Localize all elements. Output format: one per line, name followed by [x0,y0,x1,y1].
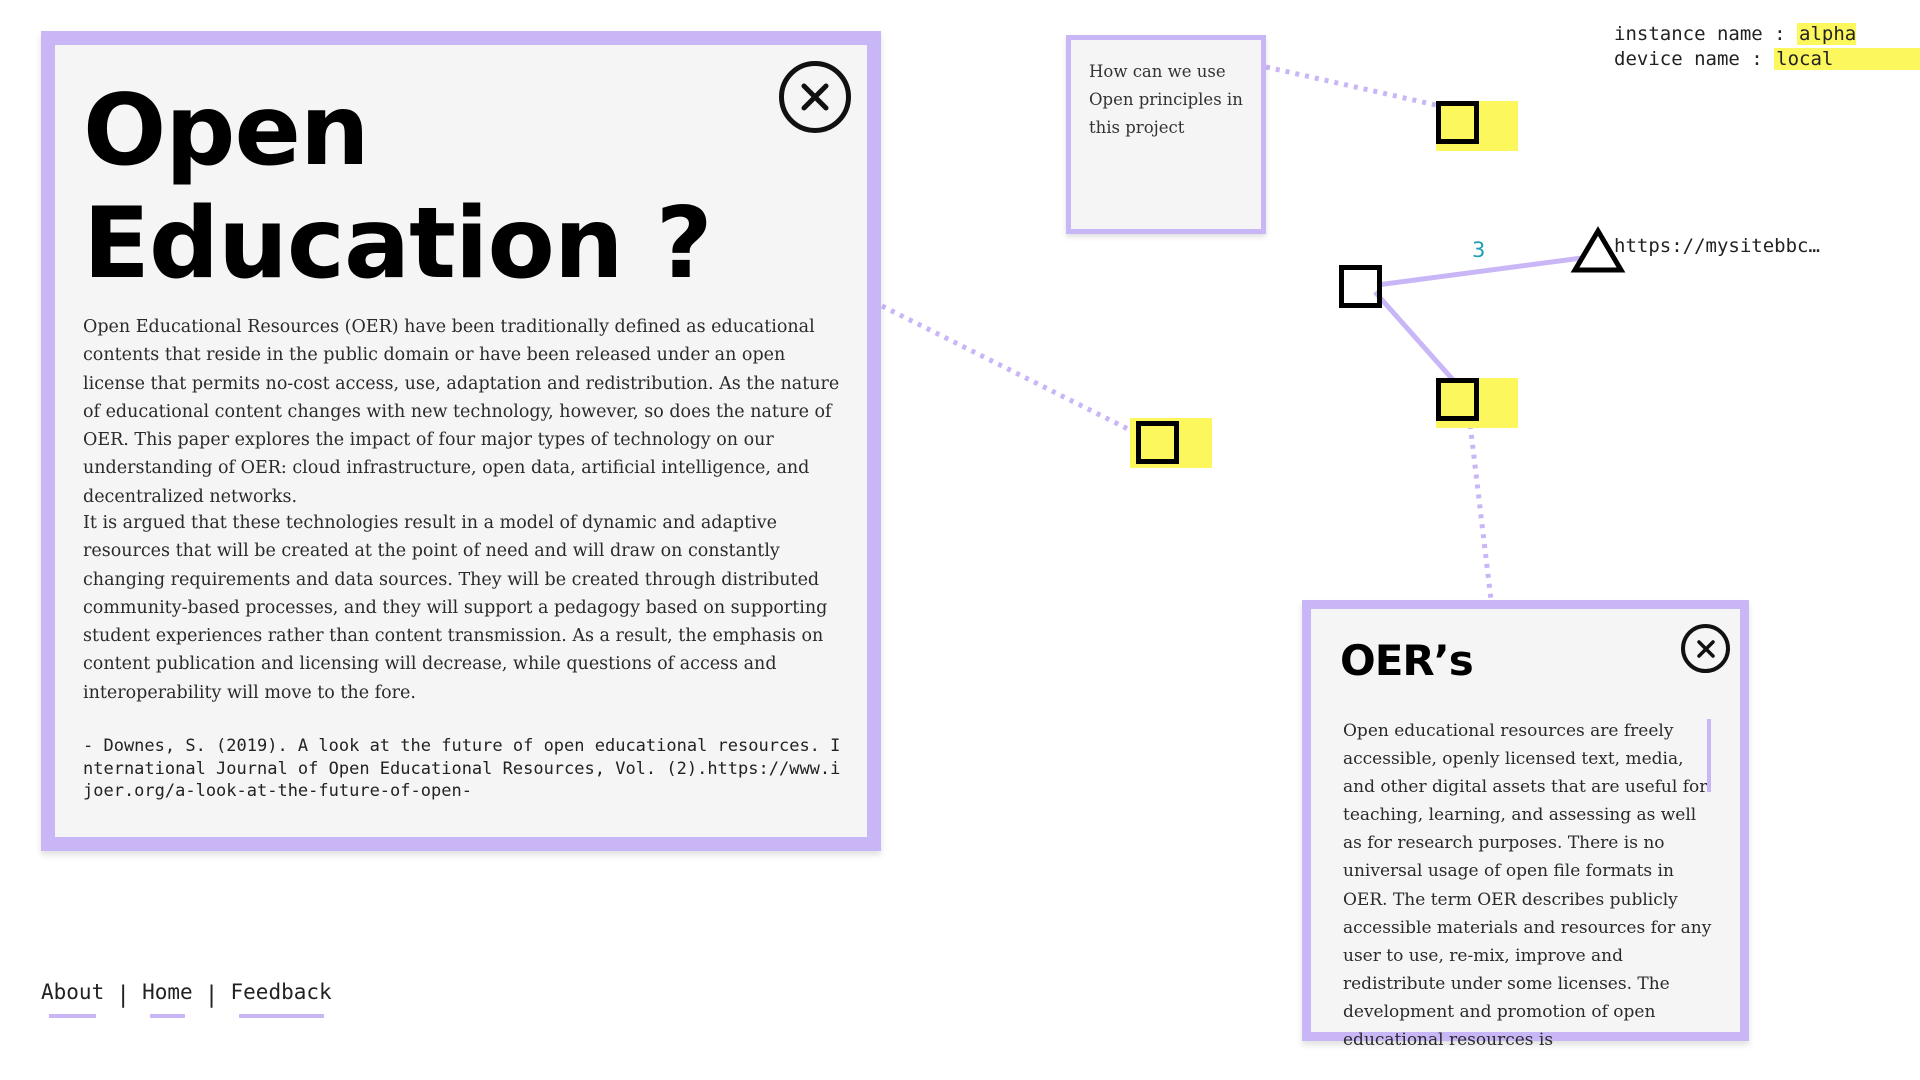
card-citation: - Downes, S. (2019). A look at the future of open educational resources. International Journal of Open Educational Resources, Vol. (2).https://www.ijoer.org/a-look-at-the-future-of-open- [83,736,841,801]
card-paragraph-1: Open Educational Resources (OER) have been traditionally defined as educational contents that reside in the public domain or have been released under an open license that permits no-cost access, use, adaptation and redistribution. As the nature of educational content changes with new technology, however, so does the nature of OER. This paper explores the impact of four major types of technology on our understanding of OER: cloud infrastructure, open data, artificial intelligence, and decentralized networks. [83,317,840,507]
edge-node-triangle [1377,258,1582,285]
connector-note-card [1266,67,1445,107]
home-link[interactable]: Home [142,980,193,1010]
graph-node-hub[interactable] [1339,265,1382,308]
card-paragraph-2: It is argued that these technologies result in a model of dynamic and adaptive resources that will be created at the point of need and will draw on constantly changing requirements and data sources. They will be created through distributed community-based processes, and they will support a pedagogy based on supporting student experiences rather than content transmission. As a result, the emphasis on content publication and licensing will decrease, while questions of access and interoperability will move to the fore. [83,513,828,703]
close-icon [1697,640,1715,658]
close-button[interactable] [779,61,851,133]
instance-name-value: alpha [1799,23,1857,45]
graph-node-note[interactable] [1436,101,1479,144]
close-button[interactable] [1681,624,1730,673]
close-icon [800,82,830,112]
connector-main-card [882,306,1150,440]
device-name-value: local [1774,48,1920,70]
oer-card [1302,600,1749,1051]
scrollbar[interactable] [1707,719,1711,792]
footer-nav [41,980,332,1010]
edge-node-node [1375,292,1462,390]
footer-separator: | [204,982,219,1008]
oer-title: OER’s [1340,636,1473,685]
note-text: How can we use Open principles in this project [1089,62,1243,137]
oer-body: Open educational resources are freely accessible, openly licensed text, media, and other digital assets that are useful for teaching, learning, and assessing as well as for research purposes. There is no universal usage of open file formats in OER. The term OER describes publicly accessible materials and resources for any user to use, re-mix, improve and redistribute under some licenses. The development and promotion of open educational resources is [1343,721,1712,1051]
device-name-row [1614,47,1920,72]
device-name-label: device name : [1614,48,1775,70]
connector-oer-card [1469,415,1491,600]
card-title: Open Education ? [83,74,712,301]
open-education-card [41,31,881,851]
graph-node-main[interactable] [1136,421,1179,464]
url-node-label[interactable]: https://mysitebbc… [1614,235,1820,257]
instance-name-row [1614,22,1856,47]
instance-name-label: instance name : [1614,23,1798,45]
graph-node-oer[interactable] [1436,378,1479,421]
about-link[interactable]: About [41,980,104,1010]
footer-separator: | [116,982,131,1008]
feedback-link[interactable]: Feedback [231,980,332,1010]
note-card[interactable] [1066,35,1266,234]
edge-weight-label: 3 [1472,238,1486,262]
